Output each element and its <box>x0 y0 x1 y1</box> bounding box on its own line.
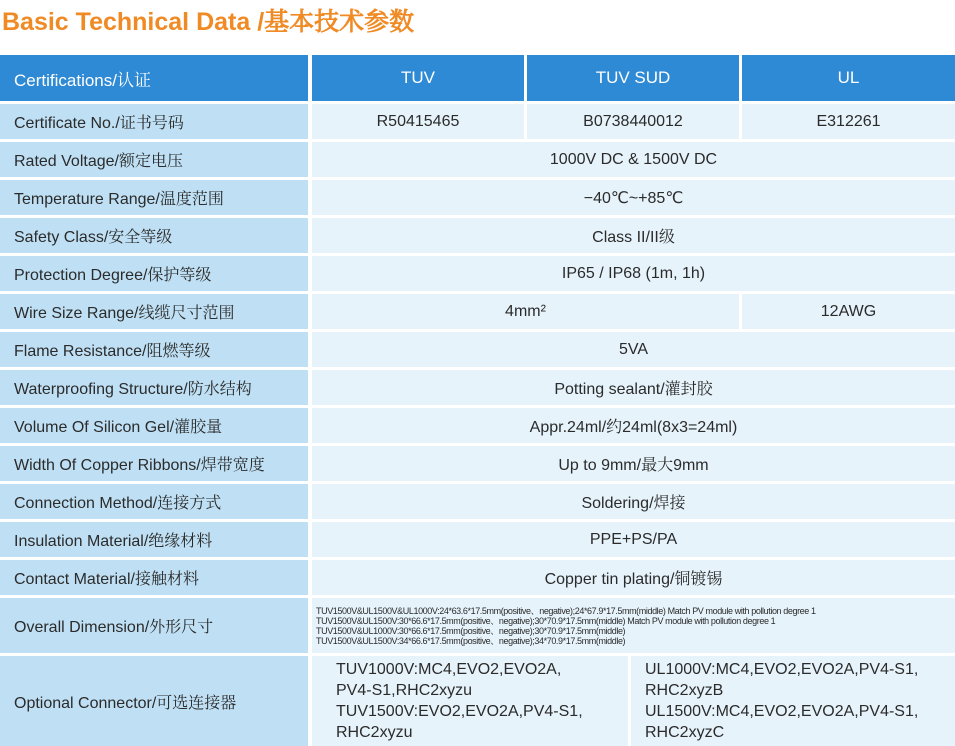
value-voltage: 1000V DC & 1500V DC <box>312 142 955 177</box>
header-col-ul-text: UL <box>837 68 860 87</box>
value-protection: IP65 / IP68 (1m, 1h) <box>312 256 955 291</box>
header-label-text: Certifications/认证 <box>14 70 151 90</box>
value-temperature: −40℃~+85℃ <box>312 180 955 215</box>
dimension-line-1: TUV1500V&UL1500V&UL1000V:24*63.6*17.5mm(positive、negative);24*67.9*17.5mm(middle) Match PV module with pollution degree 1 <box>316 605 816 616</box>
value-waterproof: Potting sealant/灌封胶 <box>312 370 955 405</box>
dimension-line-2: TUV1500V&UL1500V:30*66.6*17.5mm(positive、negative);30*70.9*17.5mm(middle) Match PV module with pollution degree 1 <box>316 615 776 626</box>
header-col-tuv-text: TUV <box>401 68 435 87</box>
row-label-dimension: Overall Dimension/外形尺寸 <box>0 598 308 653</box>
value-contact: Copper tin plating/铜镀锡 <box>312 560 955 595</box>
value-connection: Soldering/焊接 <box>312 484 955 519</box>
page-title: Basic Technical Data /基本技术参数 <box>2 8 415 36</box>
cert-no-ul: E312261 <box>742 104 955 139</box>
row-label-waterproof: Waterproofing Structure/防水结构 <box>0 370 308 405</box>
value-silicon: Appr.24ml/约24ml(8x3=24ml) <box>312 408 955 443</box>
row-label-safety: Safety Class/安全等级 <box>0 218 308 253</box>
cert-no-tuv: R50415465 <box>312 104 524 139</box>
dimension-line-3: TUV1500V&UL1000V:30*66.6*17.5mm(positive、negative);30*70.9*17.5mm(middle) <box>316 625 626 636</box>
row-label-ribbon: Width Of Copper Ribbons/焊带宽度 <box>0 446 308 481</box>
row-label-temperature: Temperature Range/温度范围 <box>0 180 308 215</box>
header-col-tuv-sud <box>527 55 739 101</box>
header-col-ul <box>742 55 955 101</box>
row-label-voltage: Rated Voltage/额定电压 <box>0 142 308 177</box>
value-wire-mm: 4mm² <box>312 294 739 329</box>
value-optional-ul: UL1000V:MC4,EVO2,EVO2A,PV4-S1, RHC2xyzB UL1500V:MC4,EVO2,EVO2A,PV4-S1, RHC2xyzC <box>631 656 955 746</box>
row-label-insulation: Insulation Material/绝缘材料 <box>0 522 308 557</box>
value-safety: Class II/II级 <box>312 218 955 253</box>
dimension-line-4: TUV1500V&UL1500V:34*66.6*17.5mm(positive、negative);34*70.9*17.5mm(middle) <box>316 635 626 646</box>
value-insulation: PPE+PS/PA <box>312 522 955 557</box>
header-col-tuv-sud-text: TUV SUD <box>595 68 671 87</box>
header-label <box>0 55 308 101</box>
header-col-tuv <box>312 55 524 101</box>
value-wire-awg: 12AWG <box>742 294 955 329</box>
value-optional-tuv: TUV1000V:MC4,EVO2,EVO2A, PV4-S1,RHC2xyzu TUV1500V:EVO2,EVO2A,PV4-S1, RHC2xyzu <box>312 656 628 746</box>
cert-no-tuv-sud: B0738440012 <box>527 104 739 139</box>
value-flame: 5VA <box>312 332 955 367</box>
value-ribbon: Up to 9mm/最大9mm <box>312 446 955 481</box>
row-label-connection: Connection Method/连接方式 <box>0 484 308 519</box>
row-label-optional: Optional Connector/可选连接器 <box>0 656 308 746</box>
row-label-wire: Wire Size Range/线缆尺寸范围 <box>0 294 308 329</box>
value-dimension <box>312 598 955 653</box>
row-label-protection: Protection Degree/保护等级 <box>0 256 308 291</box>
row-label-flame: Flame Resistance/阻燃等级 <box>0 332 308 367</box>
row-label-silicon: Volume Of Silicon Gel/灌胶量 <box>0 408 308 443</box>
row-label-contact: Contact Material/接触材料 <box>0 560 308 595</box>
row-label-cert-no: Certificate No./证书号码 <box>0 104 308 139</box>
